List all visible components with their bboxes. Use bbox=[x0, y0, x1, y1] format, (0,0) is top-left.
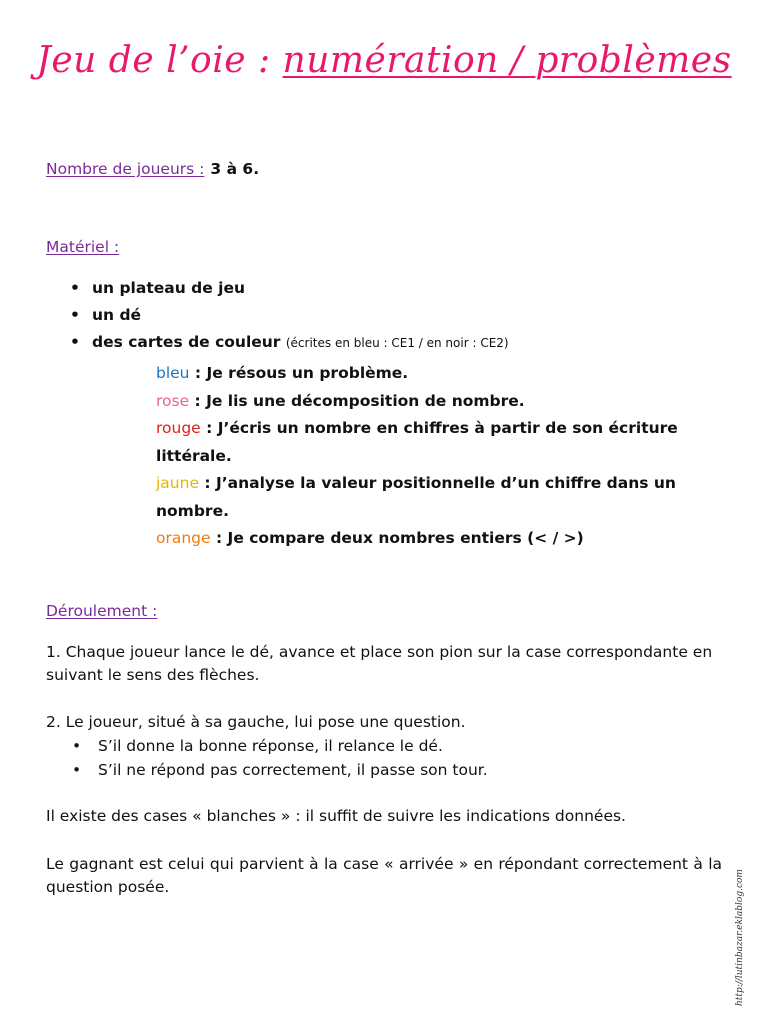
card-row bbox=[156, 470, 726, 525]
card-row bbox=[156, 360, 726, 388]
bullet-icon: • bbox=[70, 333, 80, 351]
list-item bbox=[72, 759, 488, 782]
card-color-name: orange bbox=[156, 529, 211, 547]
page-title bbox=[0, 40, 768, 81]
card-row bbox=[156, 388, 726, 416]
list-item-text: un plateau de jeu bbox=[92, 279, 246, 297]
players-line bbox=[46, 160, 259, 178]
list-item-note: (écrites en bleu : CE1 / en noir : CE2) bbox=[285, 336, 509, 350]
list-item-text: un dé bbox=[92, 306, 142, 324]
card-description: : Je compare deux nombres entiers (< / >) bbox=[210, 529, 584, 547]
card-description: : J’écris un nombre en chiffres à partir de son écriture littérale. bbox=[156, 419, 678, 465]
bullet-icon: • bbox=[72, 737, 82, 755]
players-value: 3 à 6. bbox=[210, 160, 260, 178]
footer-url: http://lutinbazar.eklablog.com bbox=[735, 869, 745, 1006]
bullet-icon: • bbox=[70, 279, 80, 297]
card-color-name: bleu bbox=[156, 364, 190, 382]
card-row bbox=[156, 525, 726, 553]
list-item-text: des cartes de couleur bbox=[92, 333, 281, 351]
bullet-icon: • bbox=[72, 761, 82, 779]
list-item bbox=[46, 332, 726, 359]
card-description: : Je lis une décomposition de nombre. bbox=[189, 391, 525, 410]
bullet-icon: • bbox=[70, 306, 80, 324]
list-item-text: S’il ne répond pas correctement, il passe son tour. bbox=[98, 761, 488, 779]
list-item bbox=[72, 735, 443, 758]
card-description: : J’analyse la valeur positionnelle d’un chiffre dans un nombre. bbox=[156, 474, 676, 520]
list-item bbox=[46, 305, 726, 332]
deroulement-heading: Déroulement : bbox=[46, 602, 158, 620]
card-color-name: rouge bbox=[156, 419, 201, 437]
paragraph-step-2: 2. Le joueur, situé à sa gauche, lui pose une question. bbox=[46, 713, 466, 731]
paragraph-step-1: 1. Chaque joueur lance le dé, avance et place son pion sur la case correspondante en suivant le sens des flèches. bbox=[46, 643, 713, 684]
players-label: Nombre de joueurs : bbox=[46, 160, 205, 178]
paragraph-winner: Le gagnant est celui qui parvient à la case « arrivée » en répondant correctement à la question posée. bbox=[46, 855, 722, 896]
list-item bbox=[46, 278, 726, 305]
card-color-name: jaune bbox=[156, 474, 199, 492]
card-color-name: rose bbox=[156, 391, 190, 410]
title-prefix: Jeu de l’oie : bbox=[36, 40, 283, 81]
card-description: : Je résous un problème. bbox=[189, 364, 409, 382]
card-colors bbox=[156, 360, 726, 553]
materiel-heading: Matériel : bbox=[46, 238, 120, 256]
list-item-text: S’il donne la bonne réponse, il relance le dé. bbox=[98, 737, 443, 755]
paragraph-white-cells: Il existe des cases « blanches » : il suffit de suivre les indications données. bbox=[46, 807, 626, 825]
title-subject: numération / problèmes bbox=[282, 40, 732, 81]
card-row bbox=[156, 415, 726, 470]
materiel-list bbox=[46, 278, 726, 359]
